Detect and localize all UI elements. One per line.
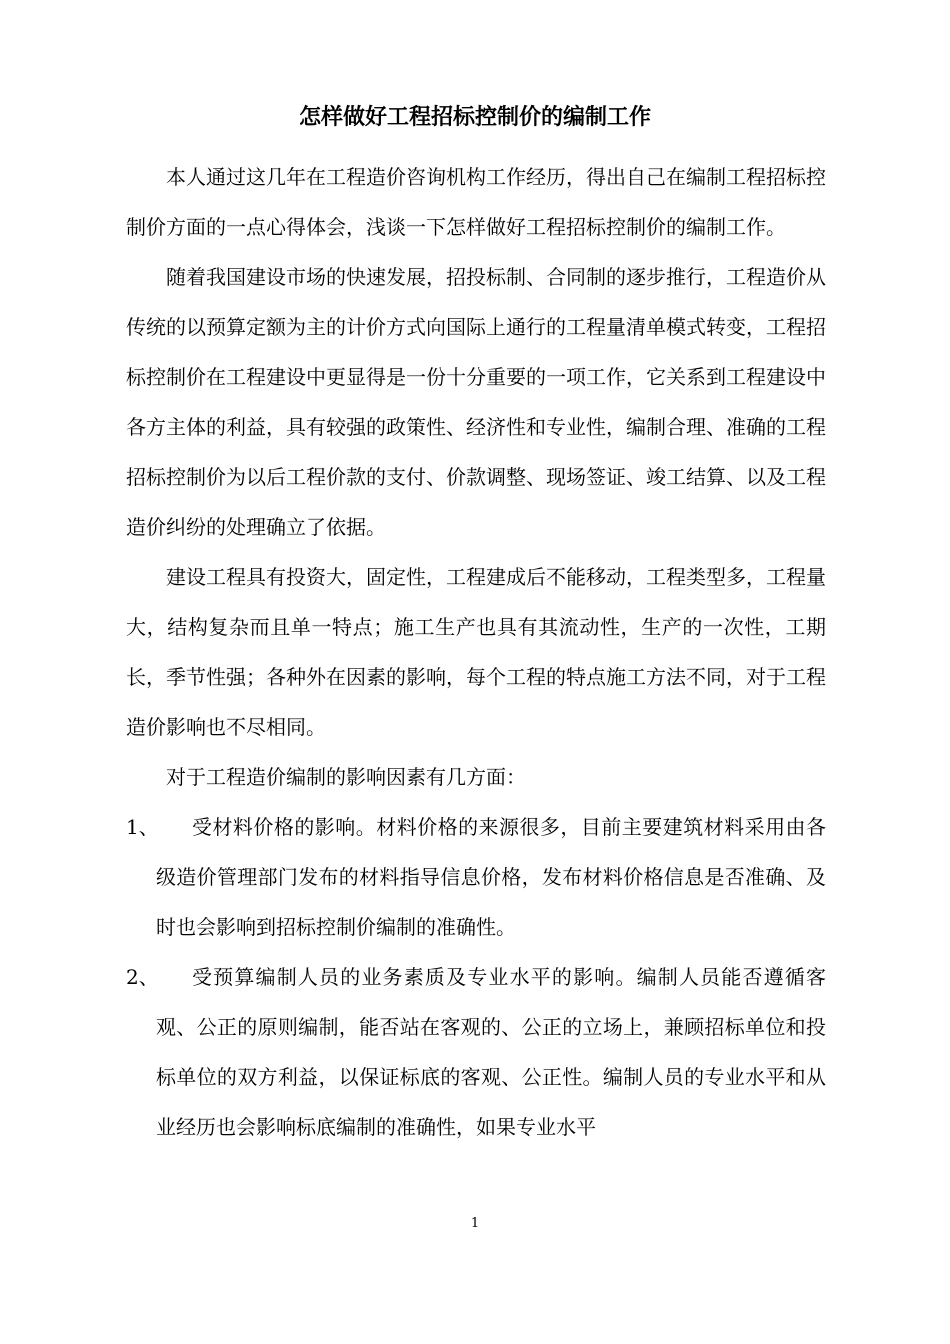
list-item xyxy=(126,802,826,952)
paragraph-intro: 本人通过这几年在工程造价咨询机构工作经历，得出自己在编制工程招标控制价方面的一点心得体会，浅谈一下怎样做好工程招标控制价的编制工作。 xyxy=(126,165,826,239)
list-item-text: 受材料价格的影响。材料价格的来源很多，目前主要建筑材料采用由各级造价管理部门发布的材料指导信息价格，发布材料价格信息是否准确、及时也会影响到招标控制价编制的准确性。 xyxy=(156,815,826,939)
document-title: 怎样做好工程招标控制价的编制工作 xyxy=(298,105,651,130)
page-number: 1 xyxy=(470,1216,480,1231)
paragraph-background: 随着我国建设市场的快速发展，招投标制、合同制的逐步推行，工程造价从传统的以预算定额为主的计价方式向国际上通行的工程量清单模式转变，工程招标控制价在工程建设中更显得是一份十分重要的一项工作，它关系到工程建设中各方主体的利益，具有较强的政策性、经济性和专业性，编制合理、准确的工程招标控制价为以后工程价款的支付、价款调整、现场签证、竣工结算、以及工程造价纠纷的处理确立了依据。 xyxy=(126,265,826,539)
list-item-text: 受预算编制人员的业务素质及专业水平的影响。编制人员能否遵循客观、公正的原则编制，能否站在客观的、公正的立场上，兼顾招标单位和投标单位的双方利益，以保证标底的客观、公正性。编制人员的专业水平和从业经历也会影响标底编制的准确性，如果专业水平 xyxy=(156,965,826,1139)
list-item xyxy=(126,952,826,1152)
list-item-number: 2、 xyxy=(126,965,159,989)
paragraph-factors-intro: 对于工程造价编制的影响因素有几方面： xyxy=(166,765,526,789)
list-item-number: 1、 xyxy=(126,815,159,839)
paragraph-characteristics: 建设工程具有投资大，固定性，工程建成后不能移动，工程类型多，工程量大，结构复杂而且单一特点；施工生产也具有其流动性，生产的一次性，工期长，季节性强；各种外在因素的影响，每个工程的特点施工方法不同，对于工程造价影响也不尽相同。 xyxy=(126,565,826,739)
document-body xyxy=(126,152,826,1152)
